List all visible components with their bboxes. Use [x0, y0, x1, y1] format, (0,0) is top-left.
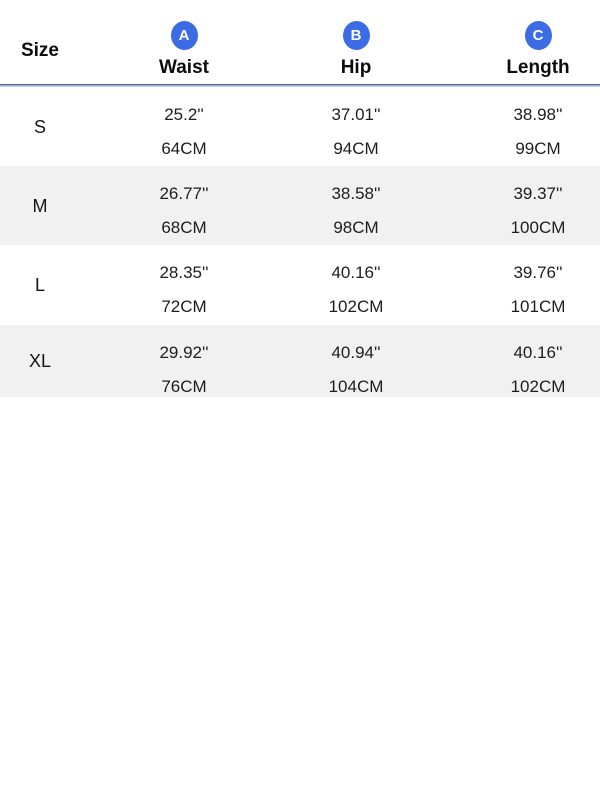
size-label: XL: [28, 351, 52, 371]
length-cm-value: 100CM: [510, 218, 566, 237]
length-value-cell: [424, 87, 600, 166]
size-chart-table: [0, 0, 600, 397]
hip-cm-value: 104CM: [328, 377, 384, 396]
waist-cm-value: 72CM: [161, 297, 207, 316]
waist-inches-value: 28.35'': [159, 263, 209, 282]
table-body: [0, 87, 600, 397]
hip-cm-value: 98CM: [333, 218, 379, 237]
waist-value-cell: [80, 166, 288, 245]
size-column-header-cell: [0, 0, 80, 84]
length-cm-value: 101CM: [510, 297, 566, 316]
waist-column-header: Waist: [159, 57, 209, 78]
waist-value-cell: [80, 87, 288, 166]
size-label: M: [32, 195, 48, 216]
hip-inches-value: 38.58'': [331, 184, 381, 203]
length-cm-value: 99CM: [515, 139, 561, 158]
table-row-l: [0, 245, 600, 325]
length-column-header: Length: [506, 57, 570, 78]
size-label: S: [33, 116, 46, 137]
waist-value-cell: [80, 245, 288, 325]
waist-cm-value: 76CM: [161, 377, 207, 396]
table-row-s: [0, 87, 600, 166]
size-cell: [0, 166, 80, 245]
table-row-xl: [0, 325, 600, 397]
waist-cm-value: 68CM: [161, 218, 207, 237]
hip-value-cell: [288, 166, 424, 245]
waist-inches-value: 26.77'': [159, 184, 209, 203]
waist-value-cell: [80, 325, 288, 397]
length-value-cell: [424, 166, 600, 245]
hip-inches-value: 37.01'': [331, 105, 381, 124]
size-label: L: [34, 275, 45, 295]
table-row-m: [0, 166, 600, 245]
waist-cm-value: 64CM: [161, 139, 207, 158]
length-value-cell: [424, 325, 600, 397]
waist-inches-value: 25.2'': [164, 105, 204, 124]
waist-column-header-cell: [80, 0, 288, 84]
length-inches-value: 39.37'': [513, 184, 563, 203]
length-column-header-cell: [424, 0, 600, 84]
length-inches-value: 39.76'': [513, 263, 563, 282]
size-cell: [0, 87, 80, 166]
length-inches-value: 40.16'': [513, 343, 563, 362]
hip-cm-value: 94CM: [333, 139, 379, 158]
hip-column-header: Hip: [340, 57, 372, 78]
size-cell: [0, 245, 80, 325]
length-letter-badge-icon: C: [525, 21, 552, 50]
hip-cm-value: 102CM: [328, 297, 384, 316]
length-value-cell: [424, 245, 600, 325]
length-inches-value: 38.98'': [513, 105, 563, 124]
hip-inches-value: 40.94'': [331, 343, 381, 362]
hip-column-header-cell: [288, 0, 424, 84]
hip-letter-badge-icon: B: [343, 21, 370, 50]
hip-value-cell: [288, 245, 424, 325]
header-row: [0, 0, 600, 84]
length-cm-value: 102CM: [510, 377, 566, 396]
waist-letter-badge-icon: A: [171, 21, 198, 50]
hip-inches-value: 40.16'': [331, 263, 381, 282]
hip-value-cell: [288, 325, 424, 397]
size-cell: [0, 325, 80, 397]
hip-value-cell: [288, 87, 424, 166]
waist-inches-value: 29.92'': [159, 343, 209, 362]
size-column-header: Size: [20, 40, 60, 61]
